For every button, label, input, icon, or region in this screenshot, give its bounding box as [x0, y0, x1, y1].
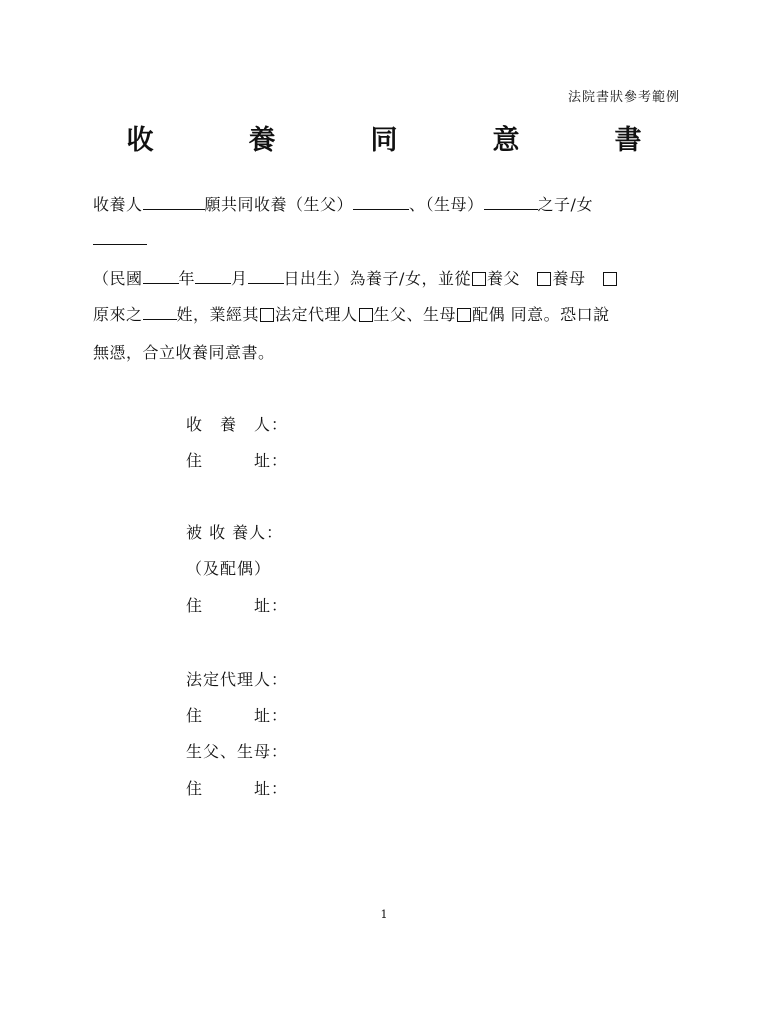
reference-note: 法院書狀參考範例: [567, 90, 680, 105]
text-surname-consent: 姓，業經其: [176, 305, 260, 324]
text-year: 年: [178, 269, 196, 288]
label-legal-guardian: 法定代理人：: [186, 670, 289, 689]
text-born-adopted: 日出生）為養子/女，並從: [283, 269, 471, 288]
text-joint-adopt-father: 願共同收養（生父）: [204, 195, 354, 214]
checkbox-legal-guardian[interactable]: [260, 308, 274, 322]
blank-adopter-name[interactable]: [143, 195, 205, 210]
checkbox-birth-parents[interactable]: [359, 308, 373, 322]
label-adopter: 收 養 人：: [186, 415, 289, 434]
label-adopter-address: 住 址：: [186, 451, 289, 470]
paragraph-line-2: [93, 230, 147, 249]
page-number: 1: [380, 908, 388, 921]
text-adoptive-mother: 養母: [552, 269, 602, 288]
text-roc: （民國: [93, 269, 143, 288]
text-son-daughter: 之子/女: [537, 195, 593, 214]
text-original: 原來之: [93, 305, 143, 324]
label-adoptee: 被 收 養人：: [186, 523, 284, 542]
paragraph-line-3: [93, 266, 618, 289]
blank-day[interactable]: [248, 269, 284, 284]
checkbox-spouse[interactable]: [457, 308, 471, 322]
text-adoptive-father: 養父: [486, 269, 537, 288]
paragraph-line-4: [93, 302, 610, 325]
blank-year[interactable]: [143, 269, 179, 284]
label-birth-parents: 生父、生母：: [186, 742, 289, 761]
text-adopter: 收養人: [93, 195, 143, 214]
label-parents-address: 住 址：: [186, 779, 289, 798]
label-guardian-address: 住 址：: [186, 706, 289, 725]
text-closing: 無憑，合立收養同意書。: [93, 343, 275, 362]
label-adoptee-address: 住 址：: [186, 596, 289, 615]
blank-mother-name[interactable]: [484, 195, 538, 210]
checkbox-original-surname[interactable]: [603, 272, 617, 286]
blank-adoptee-name[interactable]: [93, 230, 147, 245]
document-title: 收 養 同 意 書: [126, 125, 676, 156]
text-spouse-consent: 配偶 同意。恐口說: [472, 305, 610, 324]
blank-month[interactable]: [195, 269, 231, 284]
checkbox-adoptive-mother[interactable]: [537, 272, 551, 286]
text-birth-parents: 生父、生母: [373, 305, 457, 324]
blank-surname[interactable]: [143, 305, 177, 320]
text-mother: 、（生母）: [409, 195, 484, 214]
paragraph-line-1: [93, 192, 593, 215]
text-legal-guardian: 法定代理人: [275, 305, 358, 324]
text-month: 月: [231, 269, 248, 288]
checkbox-adoptive-father[interactable]: [472, 272, 486, 286]
paragraph-line-5: [93, 340, 275, 363]
blank-father-name[interactable]: [353, 195, 409, 210]
label-adoptee-spouse: （及配偶）: [186, 559, 272, 578]
